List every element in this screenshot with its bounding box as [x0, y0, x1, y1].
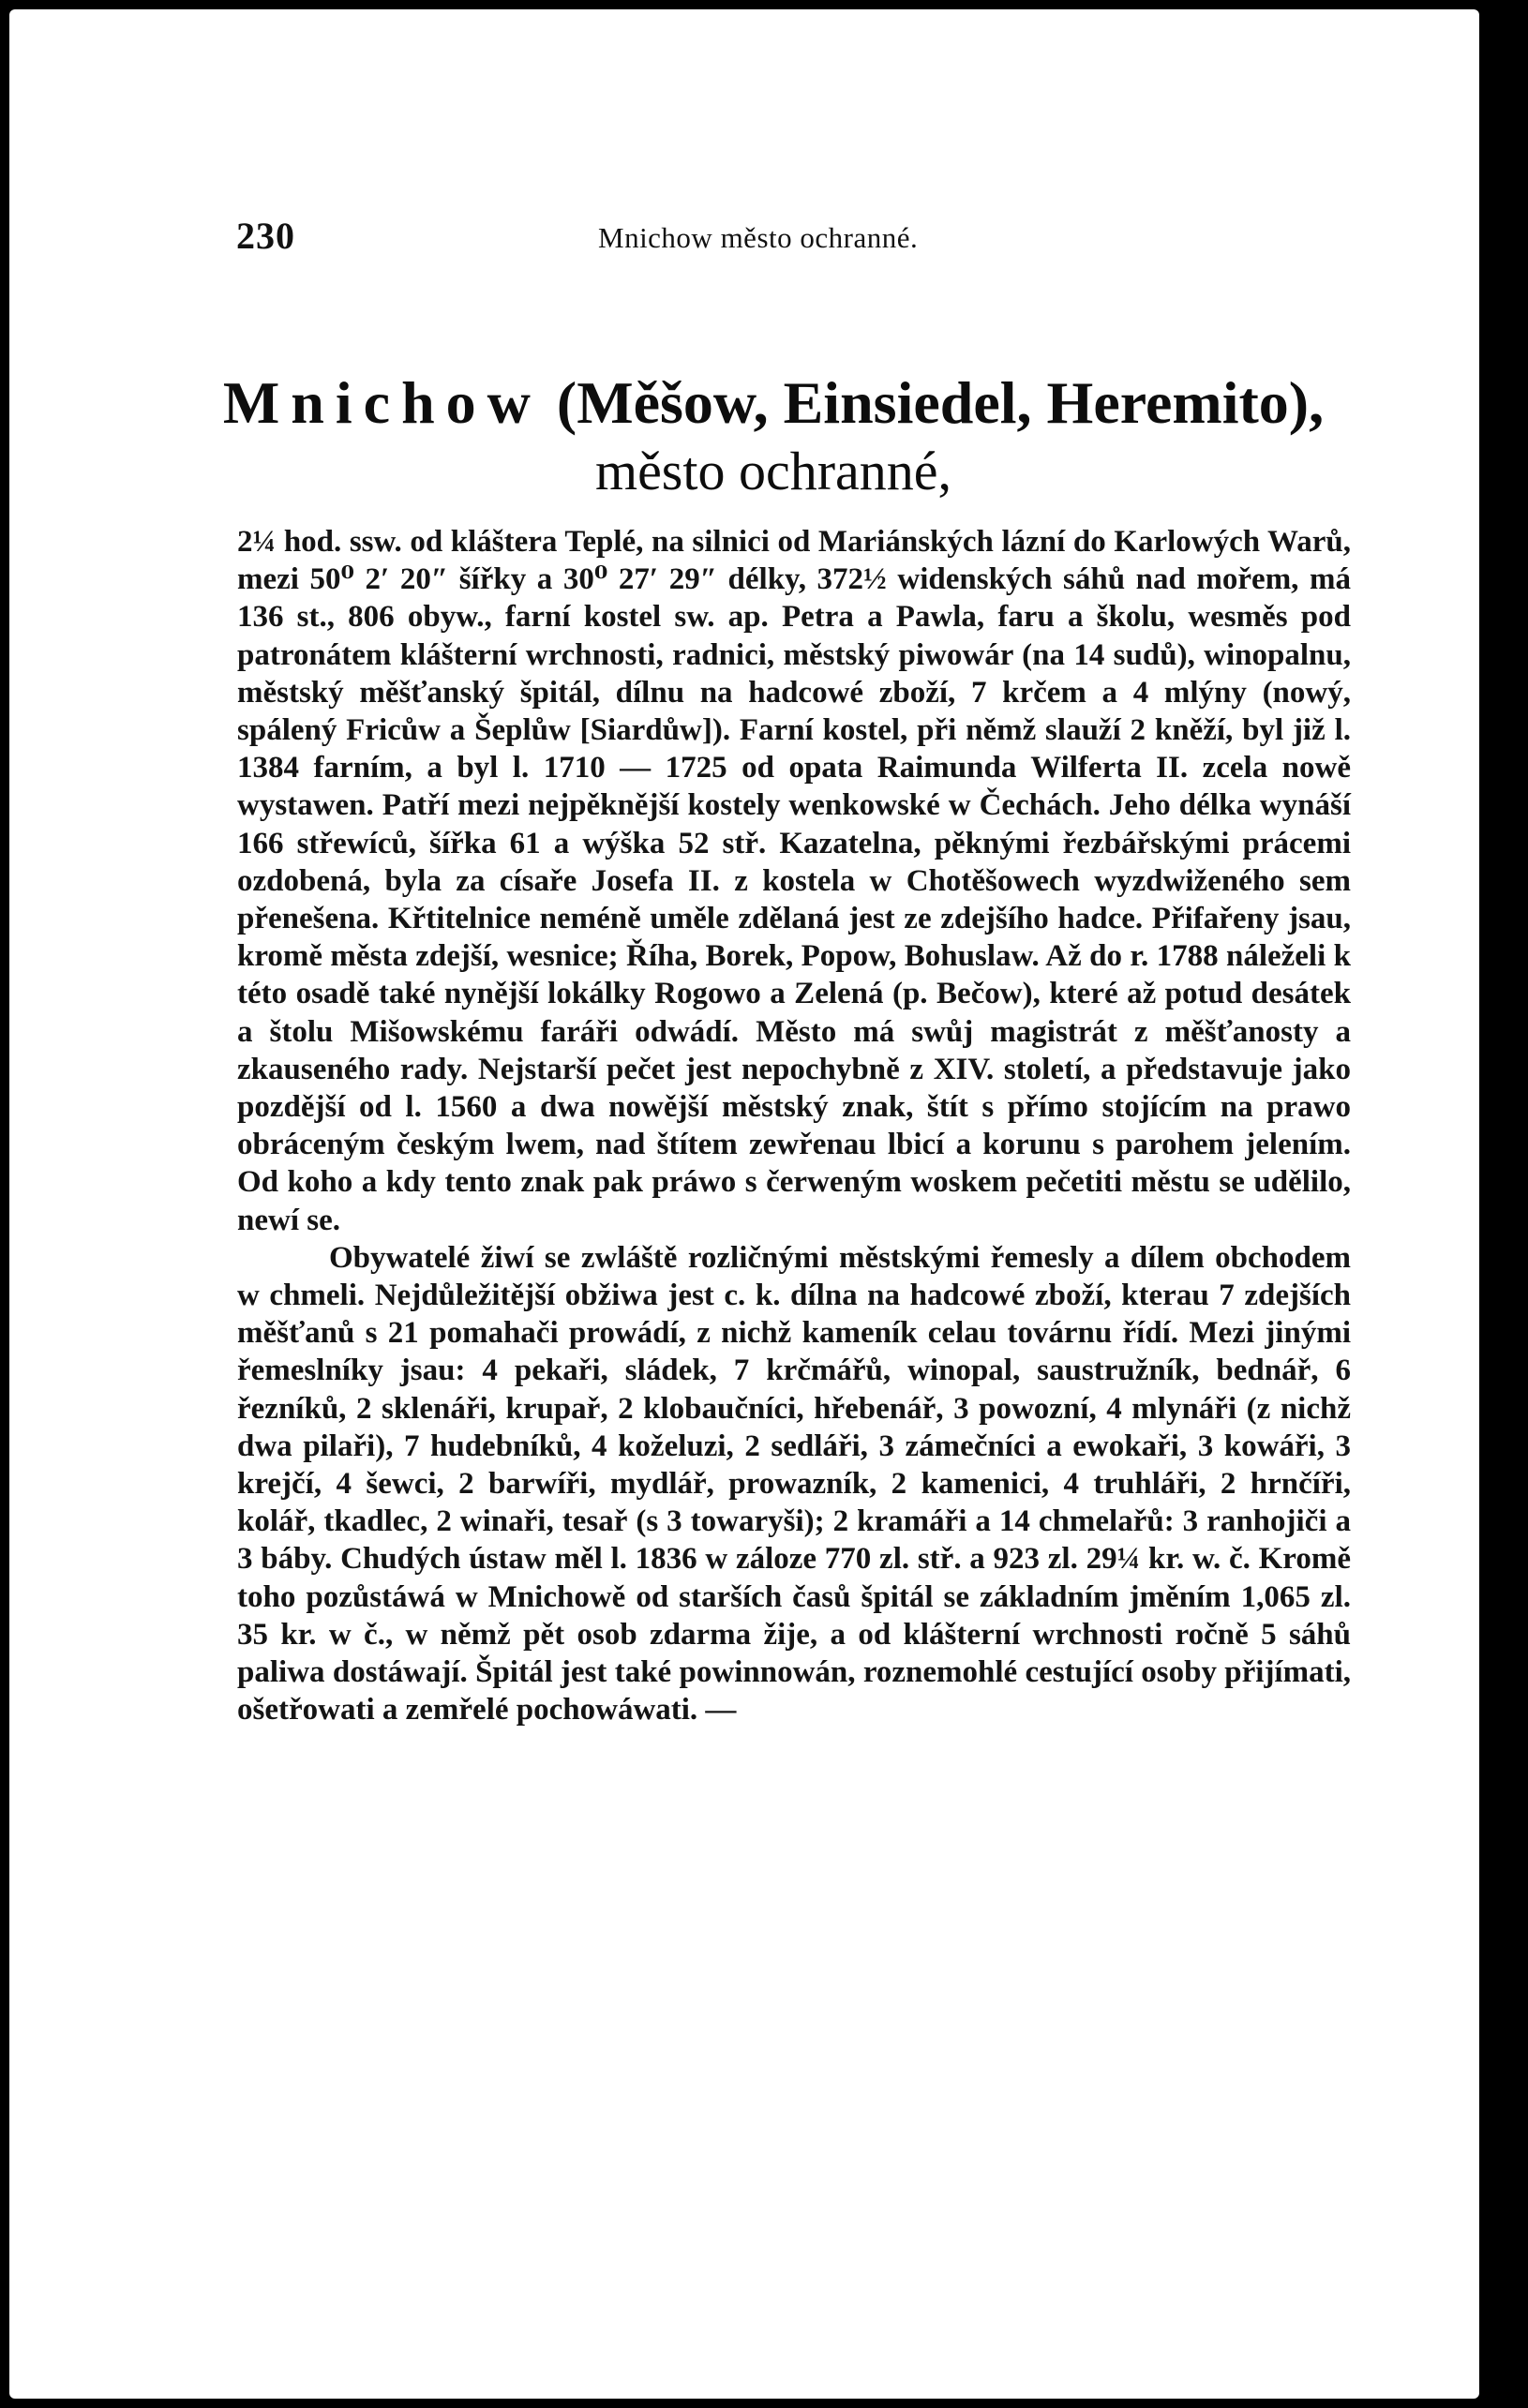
- running-head: Mnichow město ochranné.: [598, 221, 919, 254]
- book-page: [9, 9, 1479, 2399]
- entry-body: [237, 523, 1351, 1729]
- scan-border: [1479, 0, 1528, 2408]
- title-subtitle: město ochranné,: [594, 441, 952, 501]
- page-header: [9, 214, 1479, 270]
- title-line: [206, 367, 1341, 439]
- body-paragraph-2: Obywatelé žiwí se zwláště rozličnými městskými řemesly a dílem obchodem w chmeli. Nejdůležitější obžiwa jest c. k. dílna na hadcowé zboží, kterau 7 zdejších měšťanů s 21 pomahači prowádí, z nichž kameník celau továrnu řídí. Mezi jinými řemeslníky jsau: 4 pekaři, sládek, 7 krčmářů, winopal, saustružník, bednář, 6 řezníků, 2 sklenáři, krupař, 2 klobaučníci, hřebenář, 3 powozní, 4 mlynáři (z nichž dwa pilaři), 7 hudebníků, 4 koželuzi, 2 sedláři, 3 zámečníci a ewokaři, 3 kowáři, 3 krejčí, 4 šewci, 2 barwíři, mydlář, prowazník, 2 kamenici, 4 truhláři, 2 hrnčíři, kolář, tkadlec, 2 winaři, tesař (s 3 towaryši); 2 kramáři a 14 chmelařů: 3 ranhojiči a 3 báby. Chudých ústaw měl l. 1836 w záloze 770 zl. stř. a 923 zl. 29¼ kr. w. č. Kromě toho pozůstáwá w Mnichowě od starších časů špitál se základním jměním 1,065 zl. 35 kr. w č., w němž pět osob zdarma žije, a od klášterní wrchnosti ročně 5 sáhů paliwa dostáwají. Špitál jest také powinnowán, roznemohlé cestující osoby přijímati, ošetřowati a zemřelé pochowáwati. —: [237, 1240, 1351, 1727]
- body-paragraph-1: 2¼ hod. ssw. od kláštera Teplé, na silnici od Mariánských lázní do Karlowých Warů, mezi 50⁰ 2′ 20″ šířky a 30⁰ 27′ 29″ délky, 372½ widenských sáhů nad mořem, má 136 st., 806 obyw., farní kostel sw. ap. Petra a Pawla, faru a školu, wesměs pod patronátem klášterní wrchnosti, radnici, městský piwowár (na 14 sudů), winopalnu, městský měšťanský špitál, dílnu na hadcowé zboží, 7 krčem a 4 mlýny (nowý, spálený Fricůw a Šeplůw [Siardůw]). Farní kostel, při němž slauží 2 kněží, byl již l. 1384 farním, a byl l. 1710 — 1725 od opata Raimunda Wilferta II. zcela nowě wystawen. Patří mezi nejpěknější kostely wenkowské w Čechách. Jeho délka wynáší 166 střewíců, šířka 61 a wýška 52 stř. Kazatelna, pěknými řezbářskými prácemi ozdobená, byla za císaře Josefa II. z kostela w Chotěšowech wyzdwiženého sem přenešena. Křtitelnice neméně uměle zdělaná jest ze zdejšího hadce. Přifařeny jsau, kromě města zdejší, wesnice; Říha, Borek, Popow, Bohuslaw. Až do r. 1788 náleželi k této osadě také nynější lokálky Rogowo a Zelená (p. Bečow), které až potud desátek a štolu Mišowskému faráři odwádí. Město má swůj magistrát z měšťanosty a zkauseného rady. Nejstarší pečet jest nepochybně z XIV. století, a představuje jako pozdější od l. 1560 a dwa nowější městský znak, štít s přímo stojícím na prawo obráceným českým lwem, nad štítem zewřenau lbicí a korunu s parohem jelením. Od koho a kdy tento znak pak práwo s čerweným woskem pečetiti městu se udělilo, newí se.: [237, 525, 1351, 1237]
- page-number: 230: [236, 215, 295, 257]
- title-name: Mnichow: [222, 369, 542, 436]
- title-alt-names: (Měšow, Einsiedel, Heremito),: [556, 369, 1325, 436]
- entry-title: [206, 367, 1341, 504]
